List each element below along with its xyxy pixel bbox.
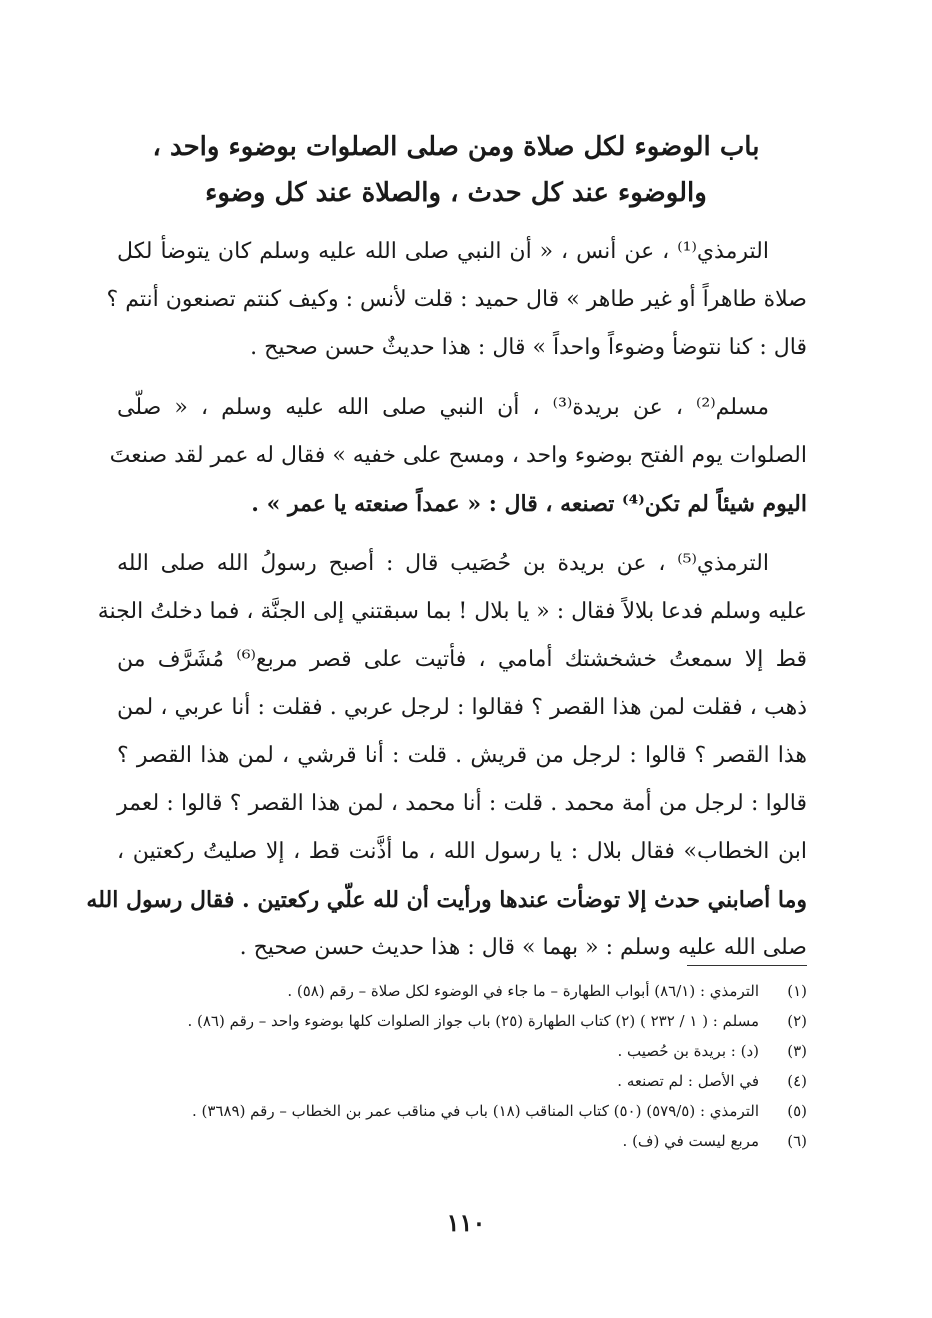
footnote-number: (٦) — [787, 1132, 807, 1150]
text-line: ذهب ، فقلت لمن هذا القصر ؟ فقالوا : لرجل عربي . فقلت : أنا عربي ، لمن — [117, 695, 807, 720]
text-line: مسلم⁽²⁾ ، عن بريدة⁽³⁾ ، أن النبي صلى الله عليه وسلم ، « صلّى — [117, 395, 769, 420]
text-line: الترمذي⁽⁵⁾ ، عن بريدة بن حُصَيب قال : أصبح رسولُ الله صلى الله — [117, 551, 769, 576]
text-line: وما أصابني حدث إلا توضأت عندها ورأيت أن لله علّي ركعتين . فقال رسول الله — [86, 887, 807, 913]
footnote — [107, 1126, 807, 1156]
footnote-divider — [687, 965, 807, 966]
footnote-number: (٤) — [787, 1072, 807, 1090]
page-number: ١١٠ — [446, 1208, 486, 1237]
text-line: هذا القصر ؟ قالوا : لرجل من قريش . قلت : أنا قرشي ، لمن هذا القصر ؟ — [117, 743, 807, 768]
paragraph-1 — [106, 228, 807, 372]
footnote — [107, 1036, 807, 1066]
footnote — [107, 1096, 807, 1126]
text-line: قط إلا سمعتُ خشخشتك أمامي ، فأتيت على قصر مربع⁽⁶⁾ مُشَرَّف من — [117, 647, 807, 672]
footnote-text: الترمذي : (٨٦/١) أبواب الطهارة – ما جاء في الوضوء لكل صلاة – رقم (٥٨) . — [287, 982, 759, 1000]
heading-line-2: والوضوء عند كل حدث ، والصلاة عند كل وضوء — [205, 178, 707, 208]
text-line: صلى الله عليه وسلم : « بهما » قال : هذا حديث حسن صحيح . — [239, 935, 807, 960]
footnote-number: (٥) — [787, 1102, 807, 1120]
text-line: ابن الخطاب» فقال بلال : يا رسول الله ، ما أذَّنت قط ، إلا صليتُ ركعتين ، — [117, 839, 807, 864]
footnote-text: في الأصل : لم تصنعه . — [617, 1072, 759, 1090]
heading-line-1: باب الوضوء لكل صلاة ومن صلى الصلوات بوضوء واحد ، — [152, 132, 760, 162]
footnote-text: مسلم : ( ١ / ٢٣٢ ) (٢) كتاب الطهارة (٢٥) باب جواز الصلوات كلها بوضوء واحد – رقم (٨٦) . — [187, 1012, 759, 1030]
footnote-text: (د) : بريدة بن حُصيب . — [617, 1042, 759, 1060]
footnote-text: الترمذي : (٥٧٩/٥) (٥٠) كتاب المناقب (١٨) باب في مناقب عمر بن الخطاب – رقم (٣٦٨٩) . — [191, 1102, 759, 1120]
paragraph-3 — [86, 540, 807, 972]
paragraph-2 — [109, 384, 807, 528]
text-line: قالوا : لرجل من أمة محمد . قلت : أنا محمد ، لمن هذا القصر ؟ قالوا : لعمر — [117, 791, 807, 816]
text-line: عليه وسلم فدعا بلالاً فقال : « يا بلال ! بما سبقتني إلى الجنَّة ، فما دخلتُ الجنة — [97, 599, 807, 624]
body-text — [86, 228, 807, 984]
footnote-number: (١) — [787, 982, 807, 1000]
text-line: الترمذي⁽¹⁾ ، عن أنس ، « أن النبي صلى الله عليه وسلم كان يتوضأ لكل — [117, 239, 769, 264]
footnote — [107, 1066, 807, 1096]
text-line: الصلوات يوم الفتح بوضوء واحد ، ومسح على خفيه » فقال له عمر لقد صنعتَ — [109, 443, 807, 468]
footnote-text: مربع ليست في (ف) . — [622, 1132, 759, 1150]
footnote — [107, 1006, 807, 1036]
text-line: صلاة طاهراً أو غير طاهر » قال حميد : قلت لأنس : وكيف كنتم تصنعون أنتم ؟ — [106, 287, 807, 312]
footnote — [107, 976, 807, 1006]
text-line: قال : كنا نتوضأ وضوءاً واحداً » قال : هذا حديثٌ حسن صحيح . — [250, 335, 807, 360]
footnotes — [107, 976, 807, 1156]
text-line: اليوم شيئاً لم تكن⁽⁴⁾ تصنعه ، قال : « عمداً صنعته يا عمر » . — [251, 491, 807, 517]
chapter-heading — [150, 124, 762, 216]
footnote-number: (٣) — [787, 1042, 807, 1060]
footnote-number: (٢) — [787, 1012, 807, 1030]
